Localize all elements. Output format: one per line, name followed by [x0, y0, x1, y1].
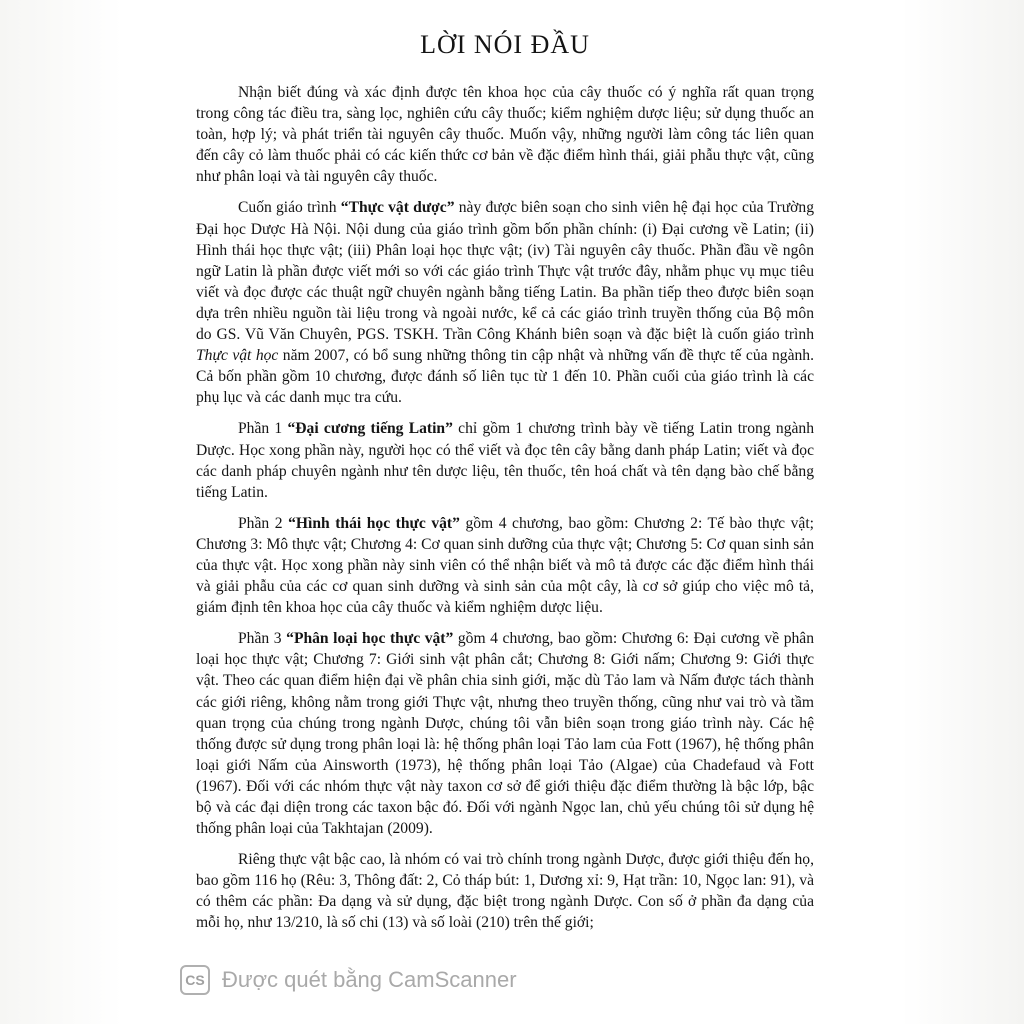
page-title: LỜI NÓI ĐẦU	[420, 30, 590, 59]
paragraph-1: Nhận biết đúng và xác định được tên khoa học của cây thuốc có ý nghĩa rất quan trọng trong công tác điều tra, sàng lọc, nghiên cứu cây thuốc; kiểm nghiệm dược liệu; sử dụng thuốc an toàn, hợp lý; và phát triển tài nguyên cây thuốc. Muốn vậy, những người làm công tác liên quan đến cây cỏ làm thuốc phải có các kiến thức cơ bản về đặc điểm hình thái, giải phẫu thực vật, cũng như phân loại và tài nguyên cây thuốc.	[196, 84, 814, 186]
paragraph-3: Phần 1 “Đại cương tiếng Latin” chỉ gồm 1 chương trình bày về tiếng Latin trong ngành Dược. Học xong phần này, người học có thể viết và đọc tên cây bằng danh pháp Latin; viết và đọc các danh pháp chuyên ngành như tên dược liệu, tên thuốc, tên hoá chất và tên dạng bào chế bằng tiếng Latin.	[196, 420, 815, 501]
paragraph-2: Cuốn giáo trình “Thực vật dược” này được biên soạn cho sinh viên hệ đại học của Trường Đại học Dược Hà Nội. Nội dung của giáo trình gồm bốn phần chính: (i) Đại cương về Latin; (ii) Hình thái học thực vật; (iii) Phân loại học thực vật; (iv) Tài nguyên cây thuốc. Phần đầu về ngôn ngữ Latin là phần được viết mới so với các giáo trình Thực vật trước đây, nhằm phục vụ mục tiêu viết và đọc được các thuật ngữ chuyên ngành bằng tiếng Latin. Ba phần tiếp theo được biên soạn dựa trên nhiều nguồn tài liệu trong và ngoài nước, kể cả các giáo trình truyền thống của Bộ môn do GS. Vũ Văn Chuyên, PGS. TSKH. Trần Công Khánh biên soạn và đặc biệt là cuốn giáo trình Thực vật học năm 2007, có bổ sung những thông tin cập nhật và những vấn đề thực tế của ngành. Cả bốn phần gồm 10 chương, được đánh số liên tục từ 1 đến 10. Phần cuối của giáo trình là các phụ lục và các danh mục tra cứu.	[196, 199, 814, 407]
document-body	[196, 30, 814, 944]
scanner-watermark	[180, 965, 517, 995]
watermark-text: Được quét bằng CamScanner	[222, 967, 517, 992]
camscanner-logo-icon: CS	[180, 965, 210, 995]
paragraph-4: Phần 2 “Hình thái học thực vật” gồm 4 chương, bao gồm: Chương 2: Tế bào thực vật; Chương 3: Mô thực vật; Chương 4: Cơ quan sinh dưỡng của thực vật; Chương 5: Cơ quan sinh sản của thực vật. Học xong phần này sinh viên có thể nhận biết và mô tả được các đặc điểm hình thái và giải phẫu của các cơ quan sinh dưỡng và sinh sản của một cây, là cơ sở giúp cho việc mô tả, giám định tên khoa học của cây thuốc và kiểm nghiệm dược liệu.	[196, 514, 814, 617]
paragraph-5: Phần 3 “Phân loại học thực vật” gồm 4 chương, bao gồm: Chương 6: Đại cương về phân loại học thực vật; Chương 7: Giới sinh vật phân cắt; Chương 8: Giới nấm; Chương 9: Giới thực vật. Theo các quan điểm hiện đại về phân chia sinh giới, mặc dù Tảo lam và Nấm được tách thành các giới riêng, không nằm trong giới Thực vật, nhưng theo truyền thống, cũng như vai trò và tầm quan trọng của chúng trong ngành Dược, chúng tôi vẫn biên soạn trong giáo trình này. Các hệ thống được sử dụng trong phân loại là: hệ thống phân loại Tảo lam của Fott (1967), hệ thống phân loại giới Nấm của Ainsworth (1973), hệ thống phân loại Tảo (Algae) của Chadefaud và Fott (1967). Đối với các nhóm thực vật này taxon cơ sở để giới thiệu đặc điểm thường là bậc lớp, bậc bộ và các đại diện trong các taxon bậc đó. Đối với ngành Ngọc lan, chủ yếu chúng tôi sử dụng hệ thống phân loại của Takhtajan (2009).	[196, 630, 815, 838]
paragraph-6: Riêng thực vật bậc cao, là nhóm có vai trò chính trong ngành Dược, được giới thiệu đến họ, bao gồm 116 họ (Rêu: 3, Thông đất: 2, Cỏ tháp bút: 1, Dương xỉ: 9, Hạt trần: 10, Ngọc lan: 91), và có thêm các phần: Đa dạng và sử dụng, đặc biệt trong ngành Dược. Con số ở phần đa dạng của mỗi họ, như 13/210, là số chi (13) và số loài (210) trên thế giới;	[196, 851, 814, 932]
